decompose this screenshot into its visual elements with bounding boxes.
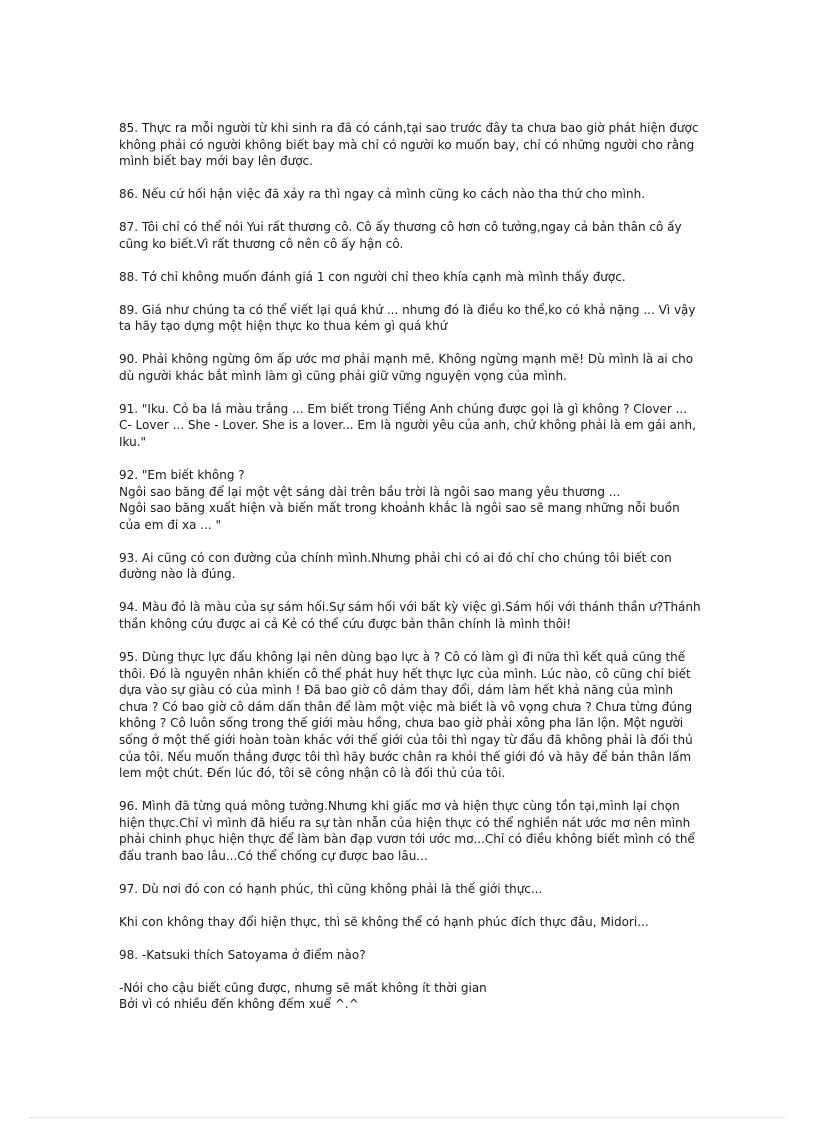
paragraph-94: 94. Màu đỏ là màu của sự sám hối.Sự sám hối với bất kỳ việc gì.Sám hối với thánh thần ư?Thánh thần không cứu được ai cả Kẻ có thể cứu được bản thân chính là mình thôi!	[119, 600, 701, 631]
paragraph-92: 92. "Em biết không ? Ngôi sao băng để lại một vệt sáng dài trên bầu trời là ngôi sao mang yêu thương ... Ngôi sao băng xuất hiện và biến mất trong khoảnh khắc là ngôi sao sẽ mang những nỗi buồn của em đi xa ... "	[119, 468, 680, 532]
paragraph-91: 91. "Iku. Cỏ ba lá màu trắng ... Em biết trong Tiếng Anh chúng được gọi là gì không ? Clover ... C- Lover ... She - Lover. She is a lover... Em là người yêu của anh, chứ không phải là em gái anh, Iku."	[119, 401, 696, 450]
paragraph-98-answer: -Nói cho cậu biết cũng được, nhưng sẽ mất không ít thời gian Bởi vì có nhiều đến không đếm xuể ^.^	[119, 980, 487, 1012]
paragraph-98: 98. -Katsuki thích Satoyama ở điểm nào?	[119, 947, 366, 962]
paragraph-93: 93. Ai cũng có con đường của chính mình.Nhưng phải chi có ai đó chỉ cho chúng tôi biết con đường nào là đúng.	[119, 550, 672, 582]
paragraph-90: 90. Phải không ngừng ôm ấp ước mơ phải mạnh mẽ. Không ngừng mạnh mẽ! Dù mình là ai cho dù người khác bắt mình làm gì cũng phải giữ vững nguyện vọng của mình.	[119, 352, 694, 383]
paragraph-95: 95. Dùng thực lực đấu không lại nên dùng bạo lực à ? Cô có làm gì đi nữa thì kết quả cũng thế thôi. Đó là nguyên nhân khiến cô thể phát huy hết thực lực của mình. Lúc nào, cô cũng chỉ biết dựa vào sự giàu có của mình ! Đã bao giờ cô dám thay đổi, dám làm hết khả năng của mình chưa ? Có bao giờ cô dám dấn thân để làm một việc mà biết là vô vọng chưa ? Chưa từng đúng không ? Cô luôn sống trong thế giới màu hồng, chưa bao giờ phải xông pha lăn lộn. Một người sống ở một thế giới hoàn toàn khác với thế giới của tôi thì ngay từ đầu đã không phải là đối thủ của tôi. Nếu muốn thắng được tôi thì hãy bước chân ra khỏi thế giới đó và hãy để bản thân lấm lem một chút. Đến lúc đó, tôi sẽ công nhận cô là đối thủ của tôi.	[119, 649, 693, 781]
paragraph-97-continued: Khi con không thay đổi hiện thực, thì sẽ không thể có hạnh phúc đích thực đâu, Midori...	[119, 914, 649, 929]
paragraph-97: 97. Dù nơi đó con có hạnh phúc, thì cũng không phải là thế giới thực...	[119, 881, 543, 896]
paragraph-87: 87. Tôi chỉ có thể nói Yui rất thương cô. Cô ấy thương cô hơn cô tưởng,ngay cả bản thân cô ấy cũng ko biết.Vì rất thương cô nên cô ấy hận cô.	[119, 220, 682, 251]
paragraph-85: 85. Thực ra mỗi người từ khi sinh ra đã có cánh,tại sao trước đây ta chưa bao giờ phát hiện được không phải có người không biết bay mà chỉ có người ko muốn bay, chỉ có những người cho rằng mình biết bay mới bay lên được.	[119, 121, 699, 169]
page-bottom-divider	[30, 1117, 786, 1118]
paragraph-89: 89. Giá như chúng ta có thể viết lại quá khứ ... nhưng đó là điều ko thể,ko có khả nặng ... Vì vậy ta hãy tạo dựng một hiện thực ko thua kém gì quá khứ	[119, 302, 696, 334]
paragraph-86: 86. Nếu cứ hối hận việc đã xảy ra thì ngay cả mình cũng ko cách nào tha thứ cho mình.	[119, 187, 646, 202]
paragraph-96: 96. Mình đã từng quá mông tưởng.Nhưng khi giấc mơ và hiện thực cùng tồn tại,mình lại chọn hiện thực.Chỉ vì mình đã hiểu ra sự tàn nhẫn của hiện thực có thể nghiền nát ước mơ nên mình phải chinh phục hiện thực để làm bàn đạp vươn tới ước mơ...Chỉ có điều không biết mình có thể đấu tranh bao lâu...Có thể chống cự được bao lâu...	[119, 799, 695, 863]
paragraph-88: 88. Tớ chỉ không muốn đánh giá 1 con người chỉ theo khía cạnh mà mình thấy được.	[119, 269, 626, 284]
document-body	[119, 120, 701, 1029]
